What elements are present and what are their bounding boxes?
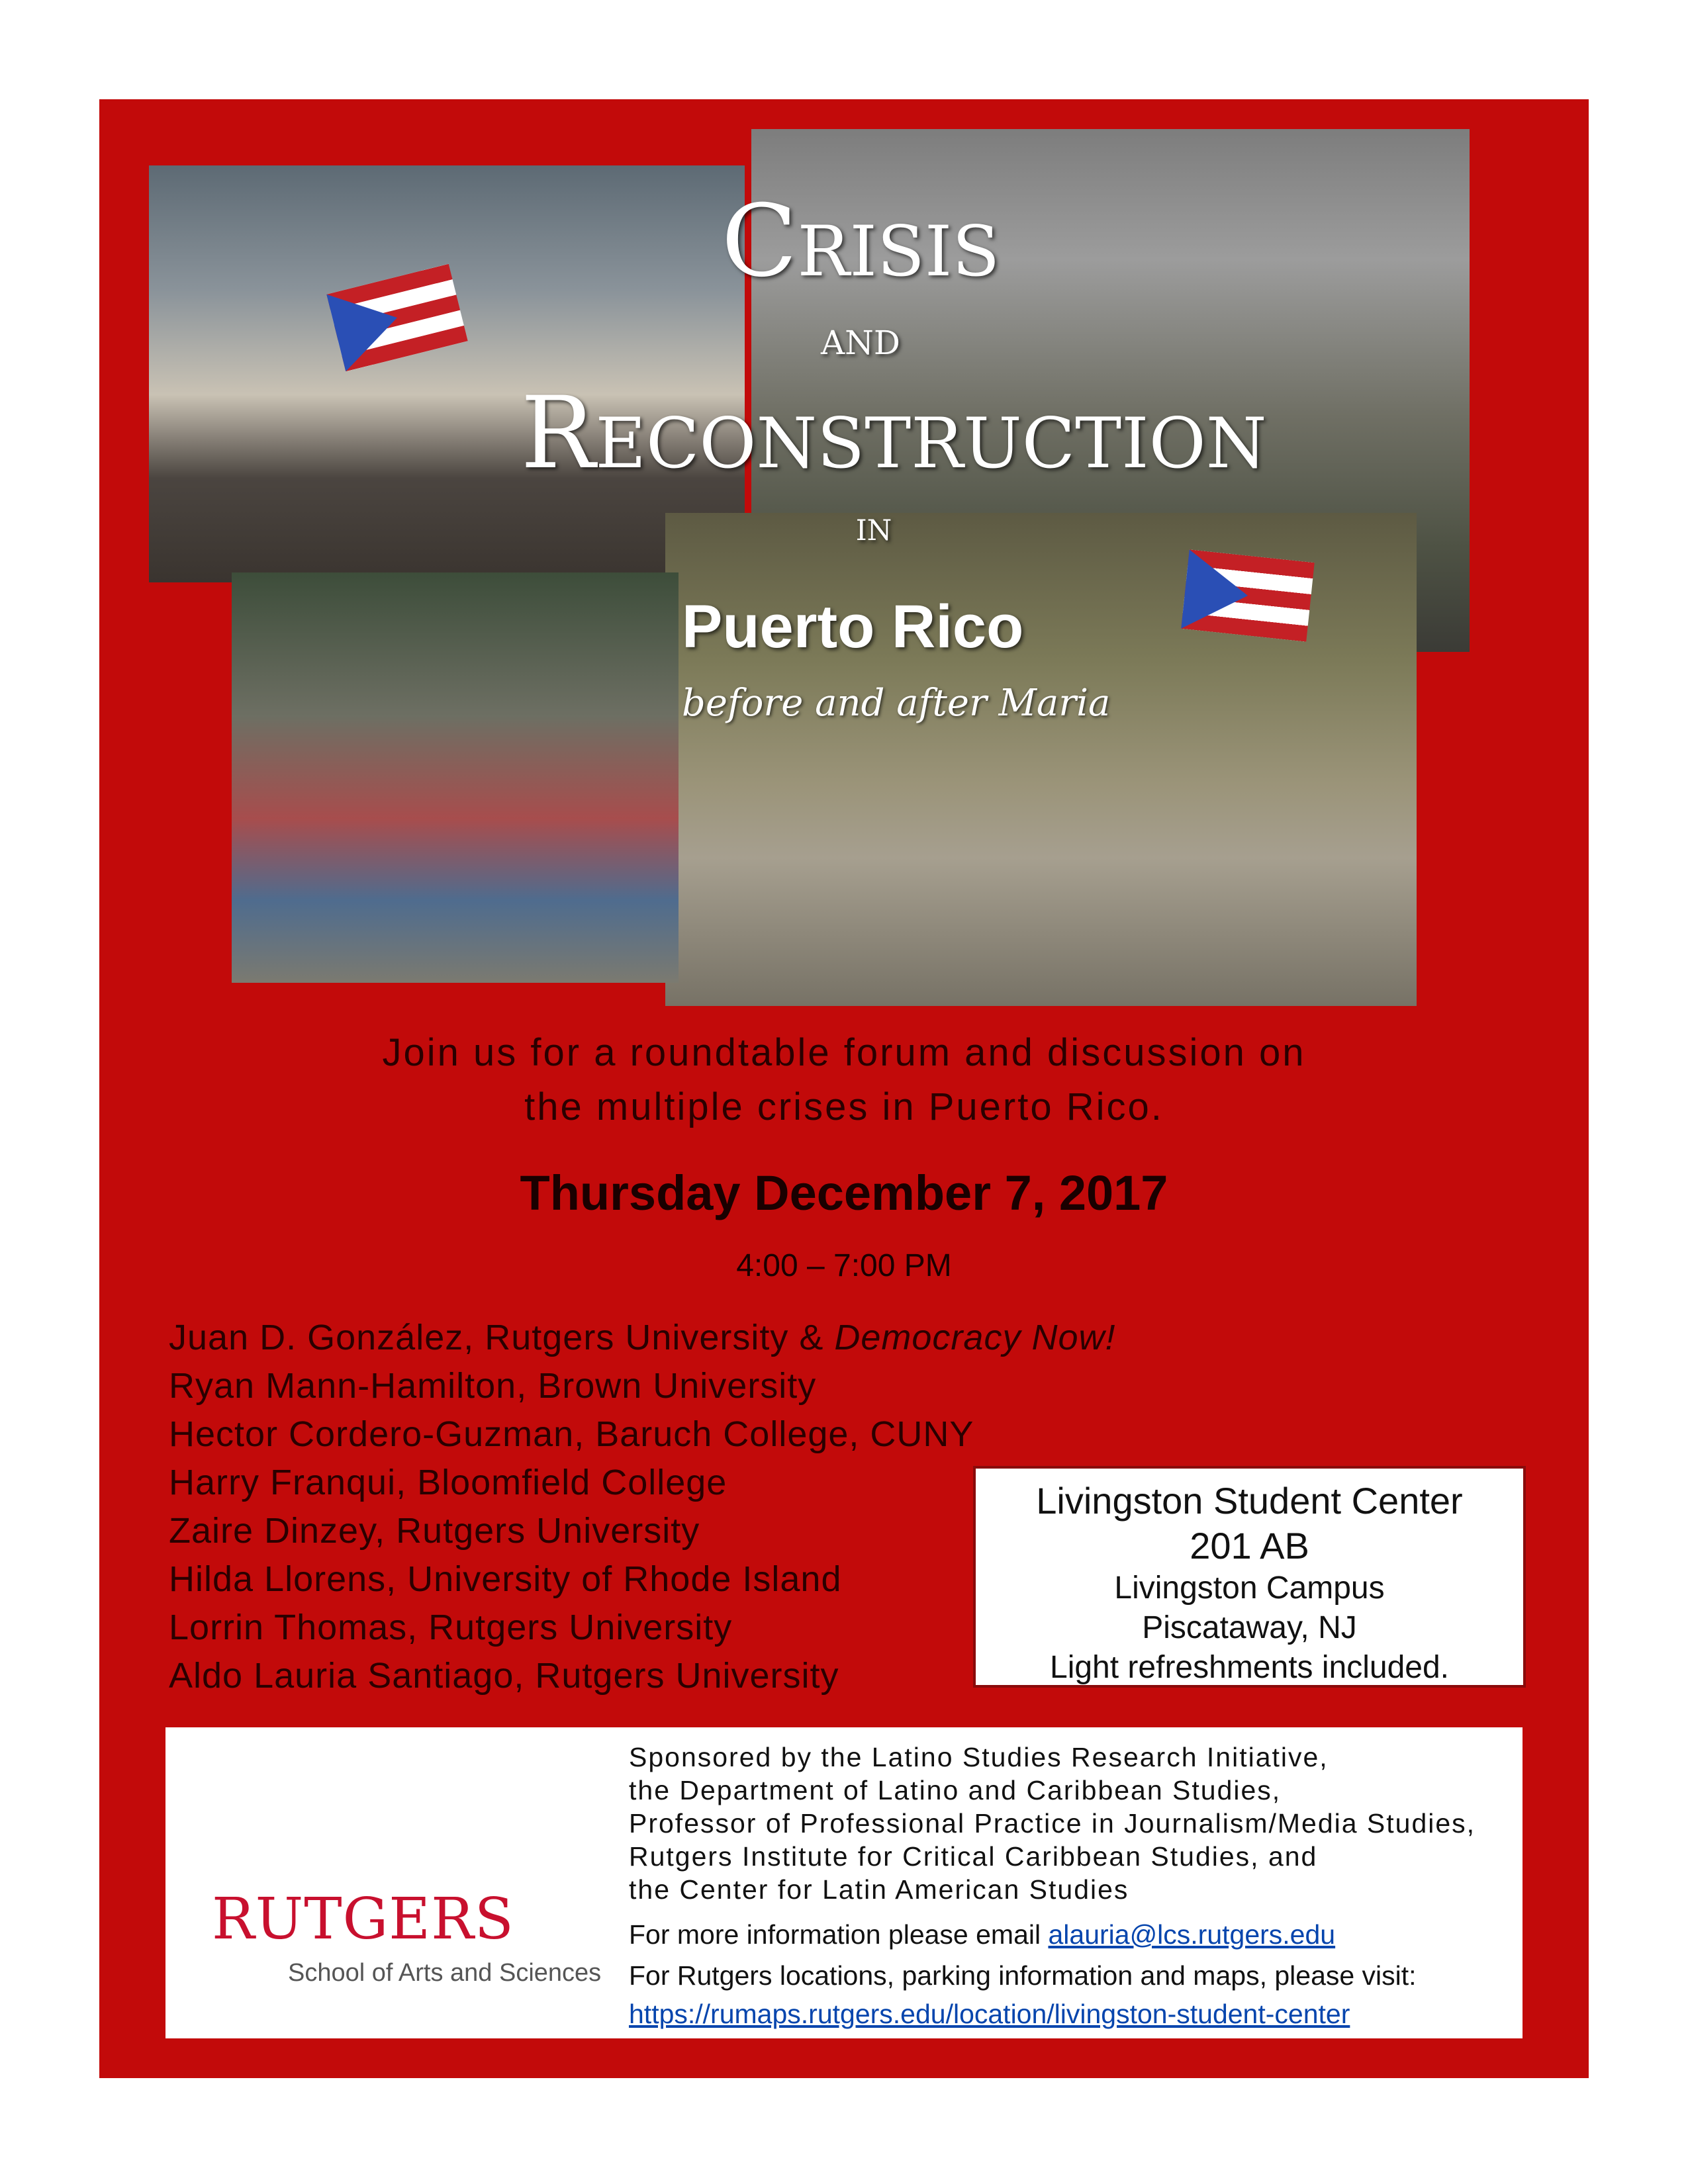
puerto-rico-flag-icon <box>1181 549 1315 641</box>
speaker-item: Hector Cordero-Guzman, Baruch College, CUNY <box>169 1414 974 1454</box>
puerto-rico-flag-icon <box>326 264 467 371</box>
venue-note: Light refreshments included. <box>1050 1650 1449 1685</box>
title-crisis: Crisis <box>721 184 1000 299</box>
maps-link[interactable]: https://rumaps.rutgers.edu/location/livingston-student-center <box>629 1999 1350 2029</box>
invitation-text <box>99 1026 1589 1134</box>
venue-campus: Livingston Campus <box>1114 1570 1385 1606</box>
venue-box <box>973 1466 1526 1688</box>
event-date: Thursday December 7, 2017 <box>520 1165 1168 1220</box>
title-in: in <box>855 502 892 550</box>
speaker-item: Juan D. González, Rutgers University & Democracy Now! <box>169 1318 1116 1357</box>
venue-city: Piscataway, NJ <box>1142 1610 1357 1645</box>
invitation-line: Join us for a roundtable forum and discussion on <box>382 1031 1306 1074</box>
sponsor-line: Professor of Professional Practice in Journalism/Media Studies, <box>629 1808 1476 1839</box>
email-line: For more information please email alauria@lcs.rutgers.edu <box>629 1919 1336 1950</box>
sponsor-line: the Department of Latino and Caribbean Studies, <box>629 1775 1282 1805</box>
email-link[interactable]: alauria@lcs.rutgers.edu <box>1048 1919 1336 1950</box>
title-place: Puerto Rico <box>682 593 1024 660</box>
title-reconstruction: Reconstruction <box>520 376 1267 491</box>
speaker-item: Zaire Dinzey, Rutgers University <box>169 1511 700 1551</box>
title-subtitle: before and after Maria <box>682 682 1111 725</box>
invitation-line: the multiple crises in Puerto Rico. <box>524 1085 1164 1128</box>
speaker-item: Hilda Llorens, University of Rhode Island <box>169 1559 842 1599</box>
sponsor-list <box>629 1741 1516 1906</box>
sponsor-panel <box>165 1727 1523 2038</box>
maps-line <box>629 1999 1350 2030</box>
title-and: and <box>821 310 900 365</box>
speaker-item: Aldo Lauria Santiago, Rutgers University <box>169 1656 839 1696</box>
maps-info-text: For Rutgers locations, parking information and maps, please visit: <box>629 1960 1417 1991</box>
sponsor-line: Rutgers Institute for Critical Caribbean Studies, and <box>629 1841 1318 1872</box>
water-distribution-photo <box>232 572 679 983</box>
speaker-item: Lorrin Thomas, Rutgers University <box>169 1608 733 1647</box>
rutgers-logo: RUTGERS <box>212 1886 514 1952</box>
poster-background <box>99 99 1589 2078</box>
sponsor-line: the Center for Latin American Studies <box>629 1874 1129 1905</box>
rutgers-school-name: School of Arts and Sciences <box>288 1959 602 1987</box>
sponsor-line: Sponsored by the Latino Studies Research Initiative, <box>629 1742 1329 1772</box>
speaker-item: Harry Franqui, Bloomfield College <box>169 1463 727 1502</box>
venue-building: Livingston Student Center <box>1036 1480 1463 1522</box>
program-name: Democracy Now! <box>834 1318 1116 1357</box>
event-time: 4:00 – 7:00 PM <box>736 1248 952 1283</box>
speaker-item: Ryan Mann-Hamilton, Brown University <box>169 1366 817 1406</box>
venue-room: 201 AB <box>1190 1525 1309 1567</box>
